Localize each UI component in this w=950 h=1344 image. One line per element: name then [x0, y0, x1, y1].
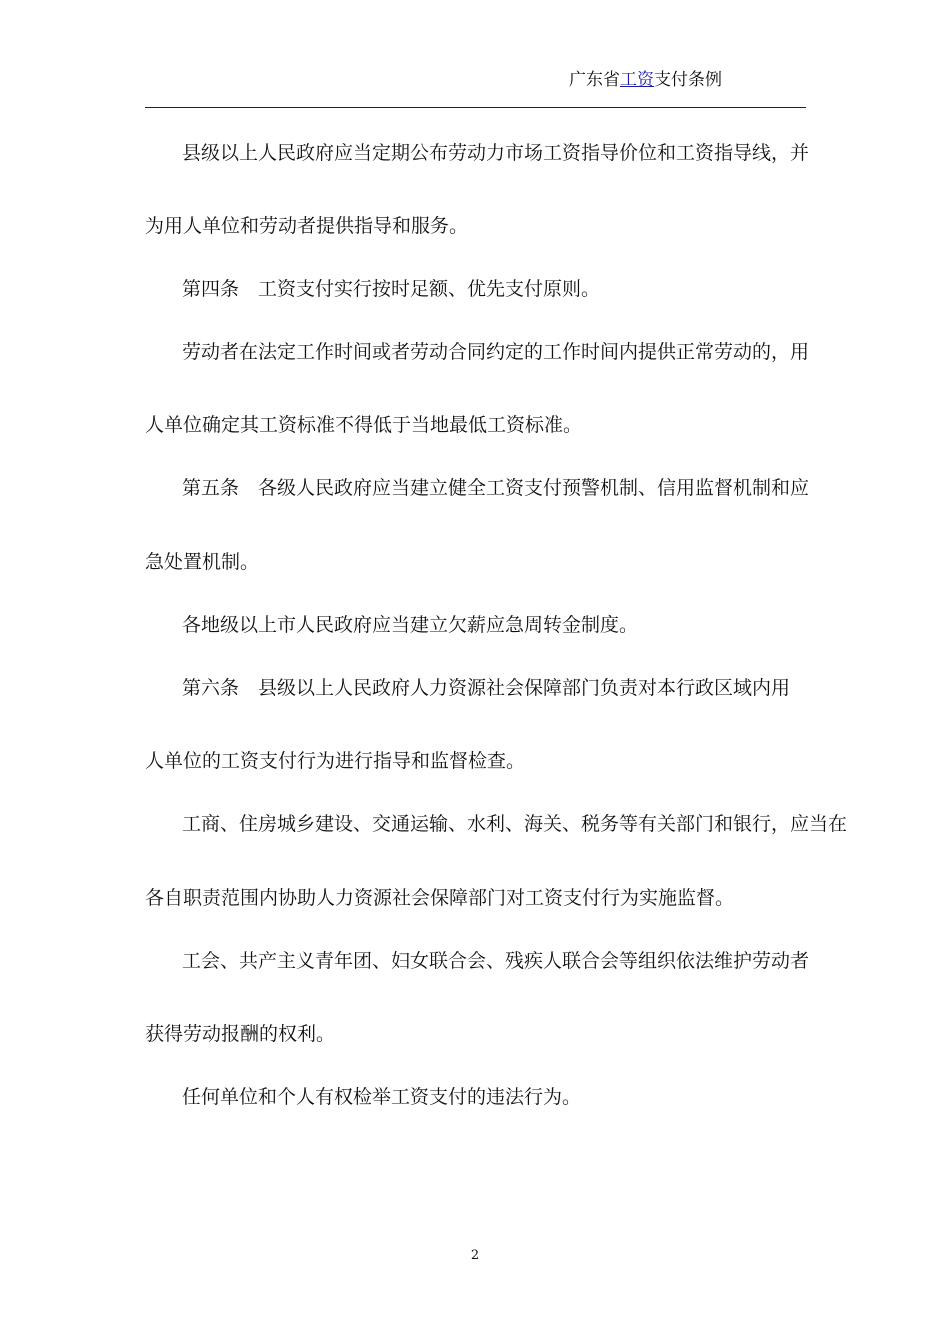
text-line: 获得劳动报酬的权利。 [145, 1023, 336, 1045]
text-line: 劳动者在法定工作时间或者劳动合同约定的工作时间内提供正常劳动的，用 [182, 341, 810, 363]
document-title [569, 68, 722, 92]
page-header [145, 62, 806, 108]
article-heading-line: 第五条 各级人民政府应当建立健全工资支付预警机制、信用监督机制和应 [182, 477, 810, 499]
text-line: 各自职责范围内协助人力资源社会保障部门对工资支付行为实施监督。 [145, 887, 735, 909]
text-line: 急处置机制。 [145, 551, 260, 573]
text-line: 县级以上人民政府应当定期公布劳动力市场工资指导价位和工资指导线，并 [182, 142, 810, 164]
text-line: 人单位的工资支付行为进行指导和监督检查。 [145, 750, 526, 772]
text-line: 工商、住房城乡建设、交通运输、水利、海关、税务等有关部门和银行，应当在 [182, 813, 848, 835]
header-rule [145, 107, 806, 108]
title-prefix: 广东省 [569, 70, 620, 90]
title-link[interactable]: 工资 [620, 70, 654, 90]
text-line: 工会、共产主义青年团、妇女联合会、残疾人联合会等组织依法维护劳动者 [182, 950, 810, 972]
text-line: 任何单位和个人有权检举工资支付的违法行为。 [182, 1086, 582, 1108]
page-number: 2 [470, 1248, 480, 1263]
title-suffix: 支付条例 [654, 70, 722, 90]
article-heading-line: 第四条 工资支付实行按时足额、优先支付原则。 [182, 278, 601, 300]
text-line: 人单位确定其工资标准不得低于当地最低工资标准。 [145, 414, 583, 436]
text-line: 为用人单位和劳动者提供指导和服务。 [145, 215, 469, 237]
article-heading-line: 第六条 县级以上人民政府人力资源社会保障部门负责对本行政区域内用 [182, 677, 791, 699]
text-line: 各地级以上市人民政府应当建立欠薪应急周转金制度。 [182, 614, 639, 636]
